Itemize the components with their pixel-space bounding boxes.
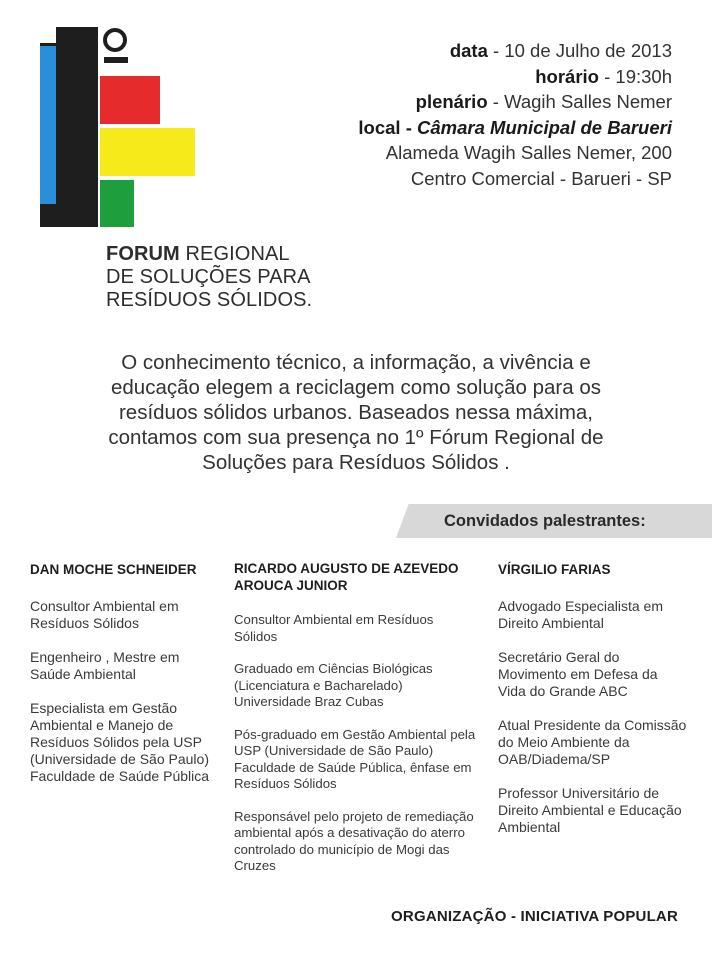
speaker-credential: Especialista em Gestão Ambiental e Manejo de Resíduos Sólidos pela USP (Universidade de São Paulo) Faculdade de Saúde Pública: [30, 700, 210, 784]
logo-ordinal-bar: [104, 57, 128, 63]
speaker-name: VÍRGILIO FARIAS: [498, 562, 611, 577]
logo-ordinal-ring: [103, 28, 127, 52]
event-address-1: Alameda Wagih Salles Nemer, 200: [385, 142, 672, 163]
speaker-column-3: [498, 561, 688, 853]
speaker-credential: Engenheiro , Mestre em Saúde Ambiental: [30, 649, 180, 682]
logo-red-block: [100, 76, 160, 124]
speaker-credential: Consultor Ambiental em Resíduos Sólidos: [30, 598, 179, 631]
speaker-credential: Professor Universitário de Direito Ambiental e Educação Ambiental: [498, 785, 682, 835]
speaker-name: RICARDO AUGUSTO DE AZEVEDO AROUCA JUNIOR: [234, 561, 459, 593]
speaker-credential: Advogado Especialista em Direito Ambiental: [498, 598, 663, 631]
speaker-column-1: [30, 561, 210, 802]
forum-title: FORUM REGIONAL DE SOLUÇÕES PARA RESÍDUOS SÓLIDOS.: [106, 243, 313, 311]
event-address-2: Centro Comercial - Barueri - SP: [410, 167, 672, 189]
event-location: local - Câmara Municipal de Barueri: [358, 116, 672, 138]
speaker-column-2: [234, 561, 479, 891]
event-plenary: plenário - Wagih Salles Nemer: [415, 91, 672, 112]
speakers-heading: Convidados palestrantes:: [444, 512, 646, 530]
logo-green-block: [100, 180, 134, 227]
intro-paragraph: O conhecimento técnico, a informação, a vivência e educação elegem a reciclagem como solução para os resíduos sólidos urbanos. Baseados nessa máxima, contamos com sua presença no 1º Fórum Regional de Soluções para Resíduos Sólidos .: [108, 351, 604, 474]
speaker-credential: Pós-graduado em Gestão Ambiental pela USP (Universidade de São Paulo) Faculdade de Saúde Pública, ênfase em Resíduos Sólidos: [234, 726, 476, 791]
logo-yellow-block: [100, 128, 195, 176]
organization-credit: ORGANIZAÇÃO - INICIATIVA POPULAR: [391, 908, 678, 925]
event-info: [358, 38, 672, 191]
speaker-credential: Atual Presidente da Comissão do Meio Ambiente da OAB/Diadema/SP: [498, 717, 687, 767]
speaker-credential: Responsável pelo projeto de remediação ambiental após a desativação do aterro controlado do município de Mogi das Cruzes: [234, 808, 474, 873]
event-time: horário - 19:30h: [535, 65, 672, 87]
speaker-credential: Graduado em Ciências Biológicas (Licenciatura e Bacharelado) Universidade Braz Cubas: [234, 661, 433, 709]
speaker-name: DAN MOCHE SCHNEIDER: [30, 562, 197, 577]
event-date: data - 10 de Julho de 2013: [449, 40, 672, 61]
speaker-credential: Secretário Geral do Movimento em Defesa da Vida do Grande ABC: [498, 649, 658, 699]
logo-blue-bar: [40, 46, 56, 204]
speaker-credential: Consultor Ambiental em Resíduos Sólidos: [234, 612, 434, 644]
